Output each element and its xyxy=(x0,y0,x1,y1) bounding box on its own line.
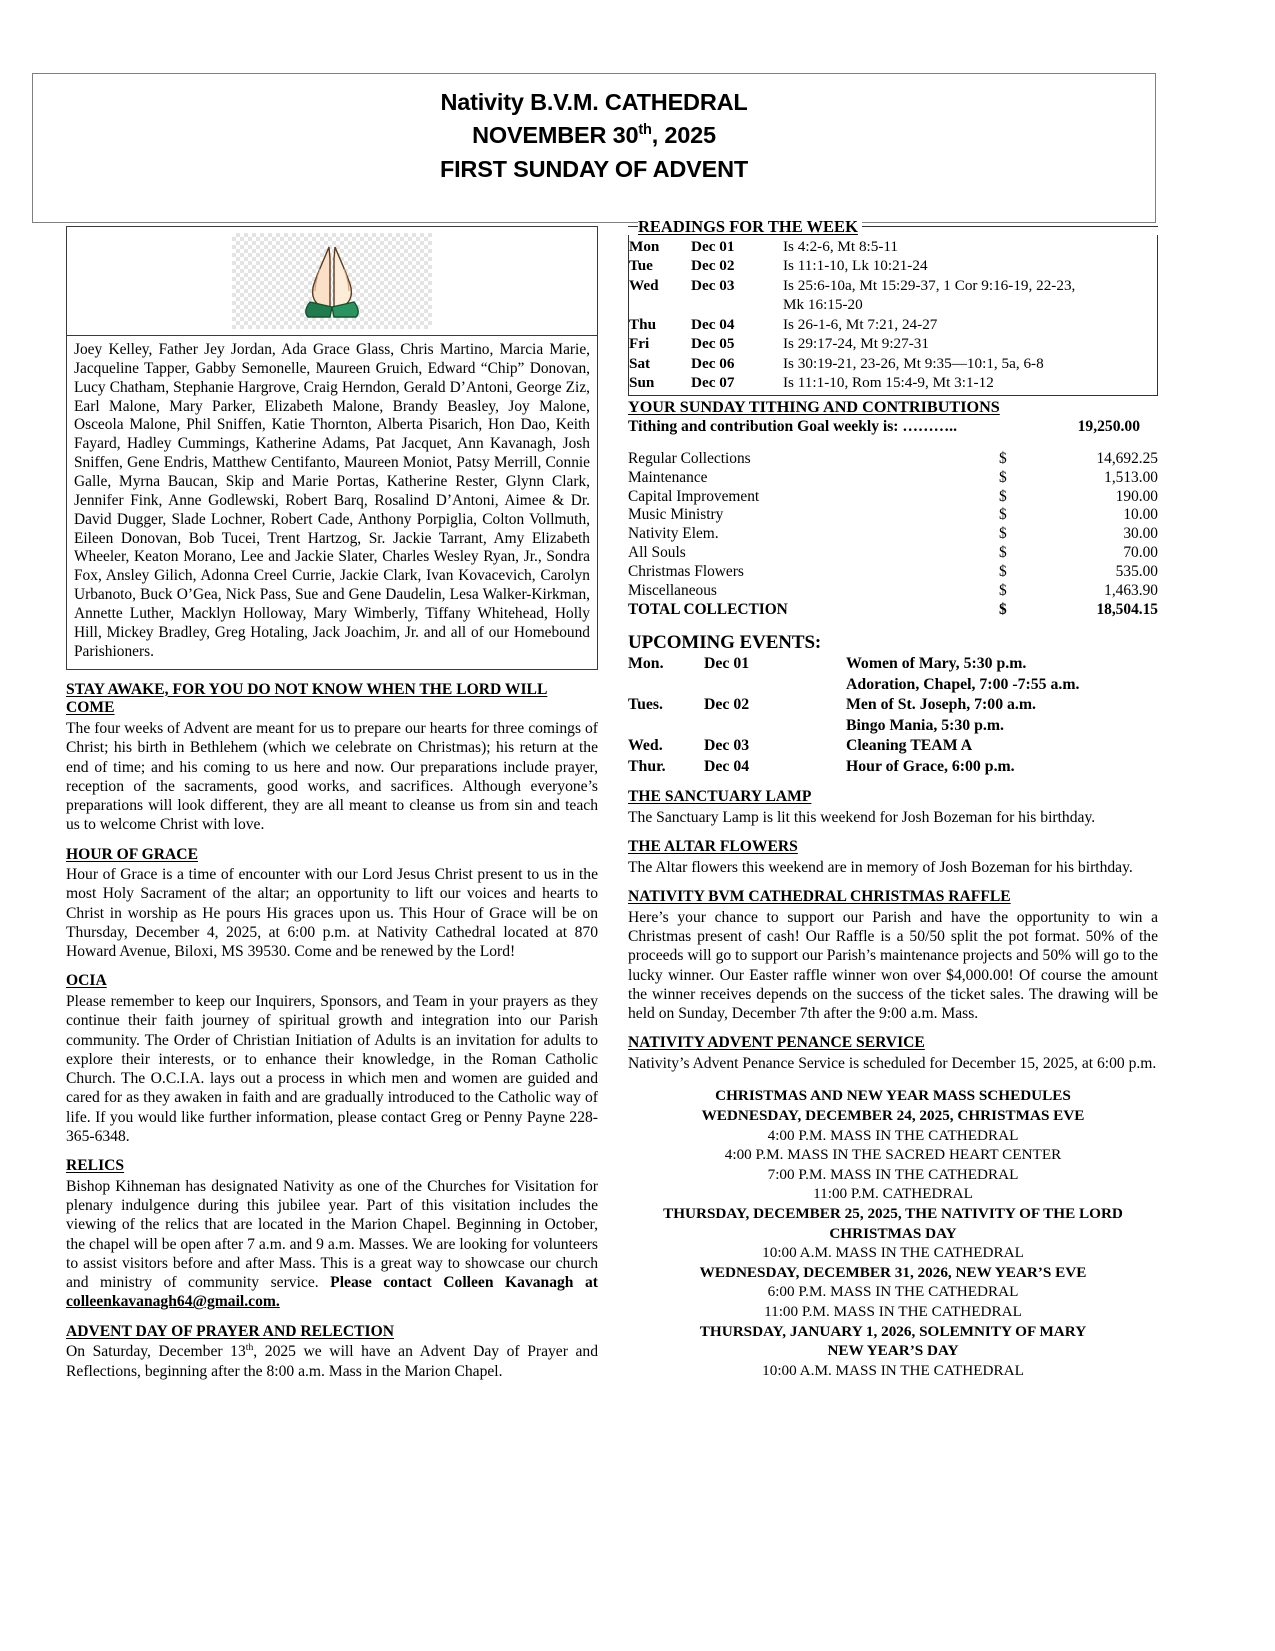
masthead xyxy=(32,73,1156,223)
currency-symbol: $ xyxy=(999,582,1007,600)
event-date xyxy=(704,675,846,696)
mass-schedule-line: 10:00 A.M. MASS IN THE CATHEDRAL xyxy=(762,1361,1024,1379)
reading-date: Dec 06 xyxy=(691,354,735,372)
tithing-line-name: Nativity Elem. xyxy=(628,525,719,543)
table-row xyxy=(629,315,1157,334)
tithing-line-name: Christmas Flowers xyxy=(628,563,744,581)
reading-day: Thu xyxy=(629,315,657,333)
reading-date: Dec 02 xyxy=(691,257,735,275)
event-day: Wed. xyxy=(628,737,663,755)
reading-day: Sat xyxy=(629,354,651,372)
praying-hands-svg xyxy=(284,239,380,323)
tithing-line-name: Capital Improvement xyxy=(628,487,760,505)
tithing-table xyxy=(628,450,1158,620)
advent-date-ordinal: th xyxy=(245,1342,254,1354)
article-heading: ADVENT DAY OF PRAYER AND RELECTION xyxy=(66,1322,394,1340)
reading-ref: Is 11:1-10, Lk 10:21-24 xyxy=(783,257,928,275)
tithing-goal-amount: 19,250.00 xyxy=(1077,417,1140,435)
readings-table xyxy=(629,237,1157,393)
table-row xyxy=(628,450,1158,469)
article-body: The four weeks of Advent are meant for us to prepare our hearts for three comings of Christ; his birth in Bethlehem (which we celebrate on Christmas); his return at the end of time; and his coming to us here and now. Our preparations include prayer, reception of the sacraments, good works, and sacrifices. Although everyone’s preparations will look different, they are all meant to cleanse us from sin and teach us to welcome Christ with love. xyxy=(66,720,598,834)
event-description: Men of St. Joseph, 7:00 a.m. xyxy=(846,696,1036,714)
reading-day: Tue xyxy=(629,257,653,275)
reading-ref: Is 26-1-6, Mt 7:21, 24-27 xyxy=(783,315,938,333)
currency-symbol: $ xyxy=(999,525,1007,543)
article-heading: NATIVITY ADVENT PENANCE SERVICE xyxy=(628,1034,925,1052)
relics-text: Bishop Kihneman has designated Nativity as one of the Churches for Visitation for plenary indulgence during this jubilee year. Part of this visitation includes the viewing of the relics that are located in the Marion Chapel. Beginning in October, the chapel will be open after 7 a.m. and 9 a.m. Masses. We are looking for volunteers to assist visitors before and after Mass. This is a great way to showcase our church and ministry of community service. xyxy=(66,1177,598,1292)
table-row xyxy=(628,582,1158,601)
event-date: Dec 02 xyxy=(704,696,750,714)
table-row xyxy=(629,354,1157,373)
article-body: The Altar flowers this weekend are in memory of Josh Bozeman for his birthday. xyxy=(628,858,1133,876)
table-row xyxy=(628,695,1158,716)
article-heading: HOUR OF GRACE xyxy=(66,845,198,863)
table-row xyxy=(628,469,1158,488)
article-relics xyxy=(66,1157,598,1311)
reading-day: Sun xyxy=(629,374,655,392)
tithing-line-name: Miscellaneous xyxy=(628,582,717,600)
article-body: Here’s your chance to support our Parish and have the opportunity to win a Christmas present of cash! Our Raffle is a 50/50 split the pot format. 50% of the proceeds will go to support our Parish’s maintenance projects and 50% will go to the lucky winner. Our Easter raffle winner won over $4,000.00! Of course the amount the winner receives depends on the success of the ticket sales. The drawing will be held on Sunday, December 7th after the 9:00 a.m. Mass. xyxy=(628,908,1158,1023)
tithing-title: YOUR SUNDAY TITHING AND CONTRIBUTIONS xyxy=(628,397,1000,416)
currency-symbol: $ xyxy=(999,449,1007,467)
relics-email-link[interactable]: colleenkavanagh64@gmail.com. xyxy=(66,1293,280,1311)
reading-ref: Is 25:6-10a, Mt 15:29-37, 1 Cor 9:16-19, 22-23, xyxy=(783,276,1076,294)
tithing-line-name: All Souls xyxy=(628,544,686,562)
mass-schedule-line: 11:00 P.M. MASS IN THE CATHEDRAL xyxy=(764,1303,1022,1321)
tithing-table-body xyxy=(628,450,1158,620)
mass-schedule-block xyxy=(628,1086,1158,1380)
currency-symbol: $ xyxy=(999,563,1007,581)
table-row xyxy=(629,256,1157,275)
tithing-line-amount: 1,513.00 xyxy=(1104,468,1158,486)
reading-ref: Is 30:19-21, 23-26, Mt 9:35—10:1, 5a, 6-8 xyxy=(783,354,1044,372)
table-row xyxy=(629,276,1157,295)
mass-schedule-line: 11:00 P.M. CATHEDRAL xyxy=(813,1185,973,1203)
tithing-line-amount: 14,692.25 xyxy=(1096,449,1158,467)
article-sanctuary-lamp xyxy=(628,788,1158,827)
upcoming-events-section xyxy=(628,632,1158,777)
tithing-line-amount: 1,463.90 xyxy=(1104,582,1158,600)
left-column xyxy=(66,226,598,1381)
event-description: Adoration, Chapel, 7:00 -7:55 a.m. xyxy=(846,675,1080,693)
table-row xyxy=(628,563,1158,582)
article-heading: THE ALTAR FLOWERS xyxy=(628,838,798,856)
tithing-total-label: TOTAL COLLECTION xyxy=(628,601,788,619)
table-row xyxy=(628,757,1158,778)
currency-symbol: $ xyxy=(999,506,1007,524)
reading-day xyxy=(629,295,691,314)
tithing-line-amount: 30.00 xyxy=(1123,525,1158,543)
masthead-date-pre: NOVEMBER 30 xyxy=(472,122,639,149)
article-heading: OCIA xyxy=(66,972,107,990)
readings-table-body xyxy=(629,237,1157,393)
article-altar-flowers xyxy=(628,838,1158,877)
readings-box xyxy=(628,235,1158,396)
praying-hands-image xyxy=(67,227,597,335)
reading-date: Dec 01 xyxy=(691,238,735,255)
currency-symbol: $ xyxy=(999,601,1007,619)
article-heading: THE SANCTUARY LAMP xyxy=(628,788,812,806)
tithing-line-amount: 10.00 xyxy=(1123,506,1158,524)
mass-schedule-line: WEDNESDAY, DECEMBER 24, 2025, CHRISTMAS EVE xyxy=(701,1106,1085,1124)
advent-body-post: , 2025 we will have an Advent Day of Prayer and Reflections, beginning after the 8:00 a.m. Mass in the Marion Chapel. xyxy=(66,1343,598,1380)
article-heading: NATIVITY BVM CATHEDRAL CHRISTMAS RAFFLE xyxy=(628,888,1011,906)
masthead-date-ordinal: th xyxy=(638,122,652,139)
article-penance-service xyxy=(628,1034,1158,1073)
article-body: Hour of Grace is a time of encounter with our Lord Jesus Christ present to us in the most Holy Sacrament of the altar; an opportunity to lift our voices and hearts to Christ in worship as He pours His graces upon us. This Hour of Grace will be on Thursday, December 4, 2025, at 6:00 p.m. at Nativity Cathedral located at 870 Howard Avenue, Biloxi, MS 39530. Come and be renewed by the Lord! xyxy=(66,866,598,961)
prayer-list-box xyxy=(66,226,598,670)
reading-day: Wed xyxy=(629,276,659,294)
upcoming-events-table-body xyxy=(628,654,1158,777)
table-row xyxy=(628,716,1158,737)
mass-schedule-line: WEDNESDAY, DECEMBER 31, 2026, NEW YEAR’S EVE xyxy=(699,1263,1087,1281)
table-row xyxy=(629,334,1157,353)
masthead-date-post: , 2025 xyxy=(651,122,716,149)
mass-schedule-line: 10:00 A.M. MASS IN THE CATHEDRAL xyxy=(762,1244,1024,1262)
tithing-section xyxy=(628,398,1158,620)
table-row xyxy=(629,373,1157,392)
table-row xyxy=(628,675,1158,696)
reading-day: Mon xyxy=(629,238,660,255)
event-date xyxy=(704,716,846,737)
table-row xyxy=(629,237,1157,256)
tithing-line-name: Music Ministry xyxy=(628,506,724,524)
mass-schedule-line: 6:00 P.M. MASS IN THE CATHEDRAL xyxy=(767,1283,1019,1301)
tithing-line-amount: 70.00 xyxy=(1123,544,1158,562)
reading-date xyxy=(691,295,783,314)
event-description: Bingo Mania, 5:30 p.m. xyxy=(846,716,1004,734)
relics-contact-bold: Please contact Colleen Kavanagh at xyxy=(330,1274,598,1292)
event-day: Mon. xyxy=(628,655,664,673)
tithing-line-name: Maintenance xyxy=(628,468,708,486)
article-advent-day xyxy=(66,1323,598,1381)
currency-symbol: $ xyxy=(999,468,1007,486)
article-body: Nativity’s Advent Penance Service is scheduled for December 15, 2025, at 6:00 p.m. xyxy=(628,1055,1157,1073)
table-row xyxy=(628,506,1158,525)
right-column xyxy=(628,217,1158,1380)
event-day: Tues. xyxy=(628,696,663,714)
article-body xyxy=(66,1177,598,1312)
mass-schedule-line: 4:00 P.M. MASS IN THE SACRED HEART CENTER xyxy=(724,1146,1062,1164)
mass-schedule-line: 4:00 P.M. MASS IN THE CATHEDRAL xyxy=(767,1126,1019,1144)
readings-section xyxy=(628,217,1158,396)
mass-schedule-line: NEW YEAR’S DAY xyxy=(827,1342,959,1360)
article-ocia xyxy=(66,972,598,1146)
table-row xyxy=(629,295,1157,314)
event-date: Dec 03 xyxy=(704,737,750,755)
mass-schedule-line: 7:00 P.M. MASS IN THE CATHEDRAL xyxy=(767,1165,1019,1183)
reading-ref: Is 11:1-10, Rom 15:4-9, Mt 3:1-12 xyxy=(783,374,994,392)
reading-ref: Mk 16:15-20 xyxy=(783,296,863,314)
event-day: Thur. xyxy=(628,757,666,775)
tithing-line-name: Regular Collections xyxy=(628,449,751,467)
table-row xyxy=(628,654,1158,675)
readings-title: READINGS FOR THE WEEK xyxy=(638,217,862,237)
reading-day: Fri xyxy=(629,335,650,353)
reading-date: Dec 07 xyxy=(691,374,735,392)
tithing-total-row xyxy=(628,601,1158,620)
currency-symbol: $ xyxy=(999,544,1007,562)
event-description: Women of Mary, 5:30 p.m. xyxy=(846,655,1027,673)
masthead-line-1: Nativity B.V.M. CATHEDRAL xyxy=(440,89,748,115)
currency-symbol: $ xyxy=(999,487,1007,505)
tithing-line-amount: 535.00 xyxy=(1115,563,1158,581)
article-heading: RELICS xyxy=(66,1157,125,1175)
prayer-list-names: Joey Kelley, Father Jey Jordan, Ada Grace Glass, Chris Martino, Marcia Marie, Jacqueline Tapper, Gabby Semonelle, Maureen Gruich, Edward “Chip” Donovan, Lucy Chatham, Stephanie Hargrove, Craig Herndon, Gerald D’Antoni, George Ziz, Earl Malone, Mary Parker, Elizabeth Malone, Brandy Beasley, Joy Malone, Osceola Malone, Phil Sniffen, Katie Thornton, Alberta Pisarich, Hon Dao, Keith Fayard, Hadley Cummings, Katherine Adams, Pat Jacquet, Ann Kavanagh, Josh Sniffen, Gene Endris, Matthew Centifanto, Maureen Moniot, Patsy Merrill, Connie Galle, Myrna Baucan, Skip and Marie Portas, Katherine Rester, Glynn Clark, Jennifer Fink, Anne Godlewski, Robert Barq, Rosalind D’Antoni, Aimee & Dr. David Dugger, Slade Lochner, Robert Cade, Anthony Porpiglia, Colton Vollmuth, Eileen Donovan, Bob Tucei, Trent Hartzog, Sr. Jackie Tarrant, Amy Elizabeth Wheeler, Keaton Morano, Lee and Jackie Slater, Charles Wesley Ryan, Jr., Sondra Fox, Ansley Gilich, Adonna Creel Currie, Jackie Clark, Ivan Kovacevich, Carolyn Urbanoto, Buck O’Gea, Nick Pass, Sue and Gene Daudelin, Lesa Walker-Kirkman, Annette Luther, Macklyn Holloway, Mary Wimberly, Tiffany Whitehead, Holly Hill, Mickey Bradley, Greg Hotaling, Jack Joachim, Jr. and all of our Homebound Parishioners. xyxy=(74,341,590,660)
reading-date: Dec 04 xyxy=(691,315,735,333)
praying-hands-icon xyxy=(232,233,432,329)
upcoming-events-title: UPCOMING EVENTS: xyxy=(628,632,822,654)
table-row xyxy=(628,736,1158,757)
article-heading: STAY AWAKE, FOR YOU DO NOT KNOW WHEN THE LORD WILL COME xyxy=(66,680,548,717)
masthead-line-3: FIRST SUNDAY OF ADVENT xyxy=(439,155,749,182)
event-description: Cleaning TEAM A xyxy=(846,737,973,755)
event-description: Hour of Grace, 6:00 p.m. xyxy=(846,757,1015,775)
mass-schedule-line: THURSDAY, DECEMBER 25, 2025, THE NATIVITY OF THE LORD xyxy=(663,1204,1123,1222)
reading-date: Dec 05 xyxy=(691,335,735,353)
tithing-total-amount: 18,504.15 xyxy=(1096,601,1158,619)
event-day xyxy=(628,716,704,737)
reading-ref: Is 4:2-6, Mt 8:5-11 xyxy=(783,238,899,255)
event-date: Dec 04 xyxy=(704,757,750,775)
article-hour-of-grace xyxy=(66,846,598,962)
table-row xyxy=(628,525,1158,544)
event-date: Dec 01 xyxy=(704,655,750,673)
article-body xyxy=(66,1342,598,1381)
tithing-goal-row xyxy=(628,418,1158,436)
tithing-goal-label: Tithing and contribution Goal weekly is: ……….. xyxy=(628,417,957,435)
tithing-line-amount: 190.00 xyxy=(1115,487,1158,505)
article-body: The Sanctuary Lamp is lit this weekend for Josh Bozeman for his birthday. xyxy=(628,808,1096,826)
article-body: Please remember to keep our Inquirers, Sponsors, and Team in your prayers as they continue their faith journey of spiritual growth and integration into our Parish community. The Order of Christian Initiation of Adults is an invitation for adults to explore their interests, or to enhance their knowledge, in the Roman Catholic Church. The O.C.I.A. lays out a process in which men and women are guided and cared for as they awaken in faith and are gradually introduced to the Catholic way of life. If you would like further information, please contact Greg or Penny Payne 228-365-6348. xyxy=(66,993,598,1145)
masthead-line-2 xyxy=(33,119,1155,152)
advent-body-pre: On Saturday, December 13 xyxy=(66,1343,246,1361)
table-row xyxy=(628,488,1158,507)
mass-schedule-line: CHRISTMAS AND NEW YEAR MASS SCHEDULES xyxy=(715,1087,1071,1105)
article-stay-awake xyxy=(66,681,598,835)
mass-schedule-line: THURSDAY, JANUARY 1, 2026, SOLEMNITY OF MARY xyxy=(699,1322,1087,1340)
mass-schedule-line: CHRISTMAS DAY xyxy=(829,1224,957,1242)
reading-date: Dec 03 xyxy=(691,276,735,294)
article-christmas-raffle xyxy=(628,888,1158,1023)
upcoming-events-table xyxy=(628,654,1158,777)
table-row xyxy=(628,544,1158,563)
event-day xyxy=(628,675,704,696)
reading-ref: Is 29:17-24, Mt 9:27-31 xyxy=(783,335,929,353)
